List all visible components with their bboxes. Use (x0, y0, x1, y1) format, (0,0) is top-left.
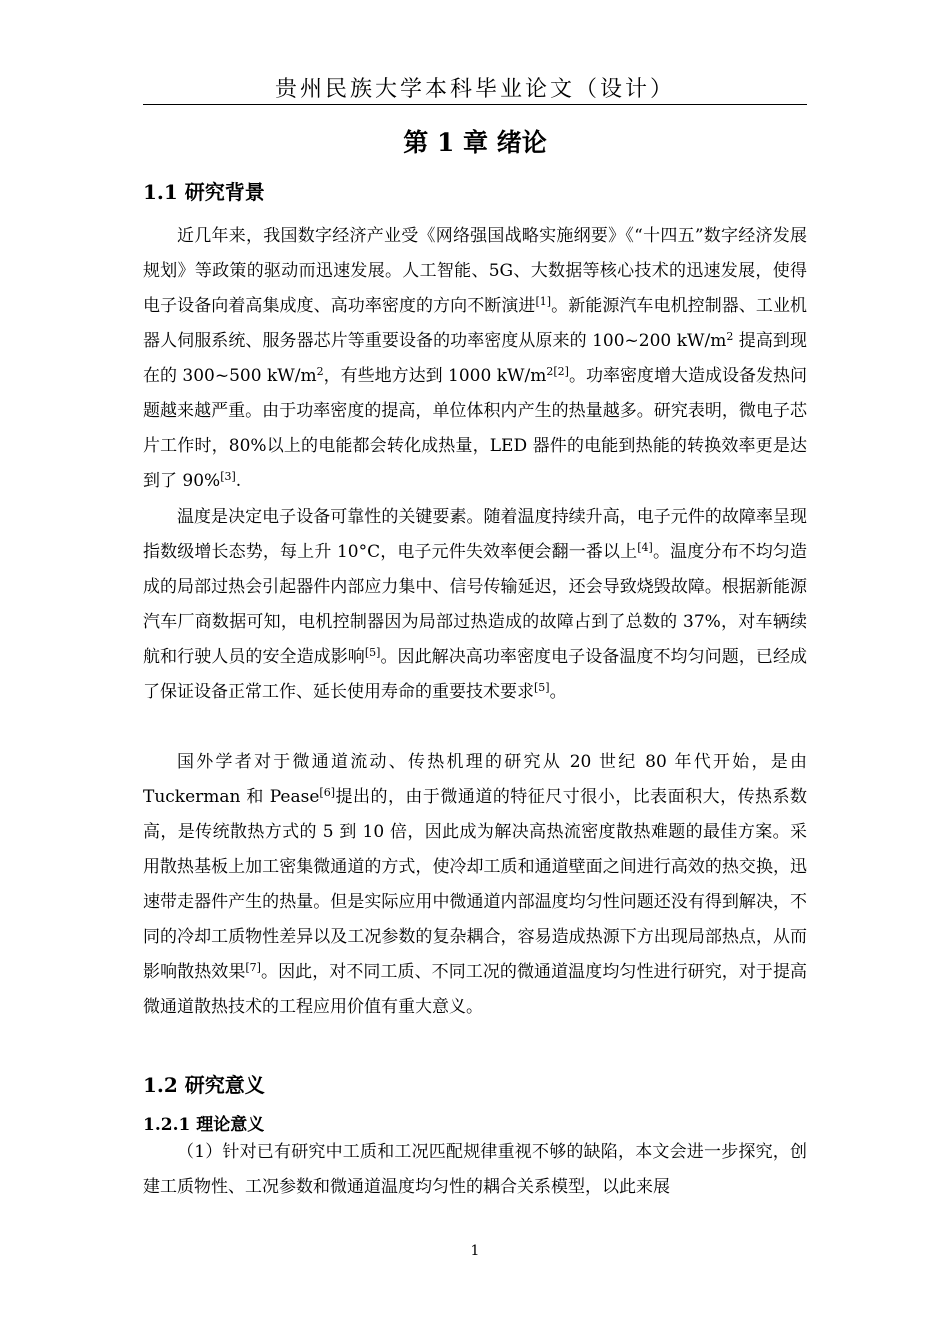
text-run: （1）针对已有研究中工质和工况匹配规律重视不够的缺陷，本文会进一步探究，创建工质物性、工况参数和微通道温度均匀性的耦合关系模型，以此来展 (143, 1142, 807, 1197)
paragraph-background-1 (143, 219, 807, 499)
superscript: 2 (726, 330, 734, 343)
paragraph-background-2 (143, 500, 807, 710)
text-run: 温度是决定电子设备可靠性的关键要素。随着温度持续升高，电子元件的故障率呈现指数级增长态势，每上升 10°C，电子元件失效率便会翻一番以上 (143, 507, 807, 562)
text-run: 。功率密度增大造成设备发热问题越来越严重。由于功率密度的提高，单位体积内产生的热量越多。研究表明，微电子芯片工作时，80%以上的电能都会转化成热量，LED 器件的电能到热能的转换效率更是达到了 90% (143, 366, 807, 491)
citation: [2] (553, 365, 569, 378)
text-run: 。新能源汽车电机控制器、工业机器人伺服系统、服务器芯片等重要设备的功率密度从原来的 100~200 kW/m (143, 296, 808, 351)
superscript: 2 (316, 365, 324, 378)
superscript: 2 (546, 365, 554, 378)
citation: [1] (535, 295, 552, 308)
paragraph-background-3 (143, 745, 807, 1025)
header-divider (143, 104, 807, 105)
text-run: 。 (549, 682, 567, 702)
text-run: 。因此解决高功率密度电子设备温度不均匀问题，已经成了保证设备正常工作、延长使用寿命的重要技术要求 (143, 647, 808, 702)
text-run: ，有些地方达到 1000 kW/m (323, 366, 547, 386)
running-header: 贵州民族大学本科毕业论文（设计） (274, 77, 675, 102)
text-run: 国外学者对于微通道流动、传热机理的研究从 20 世纪 80 年代开始，是由 Tuckerman 和 Pease (143, 752, 807, 807)
citation: [5] (364, 646, 381, 659)
citation: [6] (319, 786, 336, 799)
text-run: 。温度分布不均匀造成的局部过热会引起器件内部应力集中、信号传输延迟，还会导致烧毁故障。根据新能源汽车厂商数据可知，电机控制器因为局部过热造成的故障占到了总数的 37%，对车辆续航和行驶人员的安全造成影响 (143, 542, 808, 667)
citation: [4] (637, 541, 653, 554)
paragraph-theory-1 (143, 1135, 807, 1205)
text-run: 近几年来，我国数字经济产业受《网络强国战略实施纲要》《“十四五”数字经济发展规划》等政策的驱动而迅速发展。人工智能、5G、大数据等核心技术的迅速发展，使得电子设备向着高集成度、高功率密度的方向不断演进 (143, 226, 807, 316)
text-run: . (235, 471, 242, 491)
citation: [7] (245, 961, 261, 974)
citation: [3] (220, 470, 236, 483)
text-run: 提高到现在的 300~500 kW/m (143, 331, 807, 386)
chapter-title: 第 1 章 绪论 (403, 128, 547, 157)
section-heading-significance: 1.2 研究意义 (143, 1073, 265, 1097)
text-run: 提出的，由于微通道的特征尺寸很小，比表面积大，传热系数高，是传统散热方式的 5 到 10 倍，因此成为解决高热流密度散热难题的最佳方案。采用散热基板上加工密集微通道的方式，使冷却工质和通道壁面之间进行高效的热交换，迅速带走器件产生的热量。但是实际应用中微通道内部温度均匀性问题还没有得到解决，不同的冷却工质物性差异以及工况参数的复杂耦合，容易造成热源下方出现局部热点，从而影响散热效果 (143, 787, 808, 982)
subsection-heading-theory: 1.2.1 理论意义 (143, 1115, 265, 1135)
text-run: 。因此，对不同工质、不同工况的微通道温度均匀性进行研究，对于提高微通道散热技术的工程应用价值有重大意义。 (143, 962, 808, 1017)
section-heading-background: 1.1 研究背景 (143, 180, 265, 204)
citation: [5] (534, 681, 550, 694)
page-number: 1 (470, 1243, 480, 1259)
